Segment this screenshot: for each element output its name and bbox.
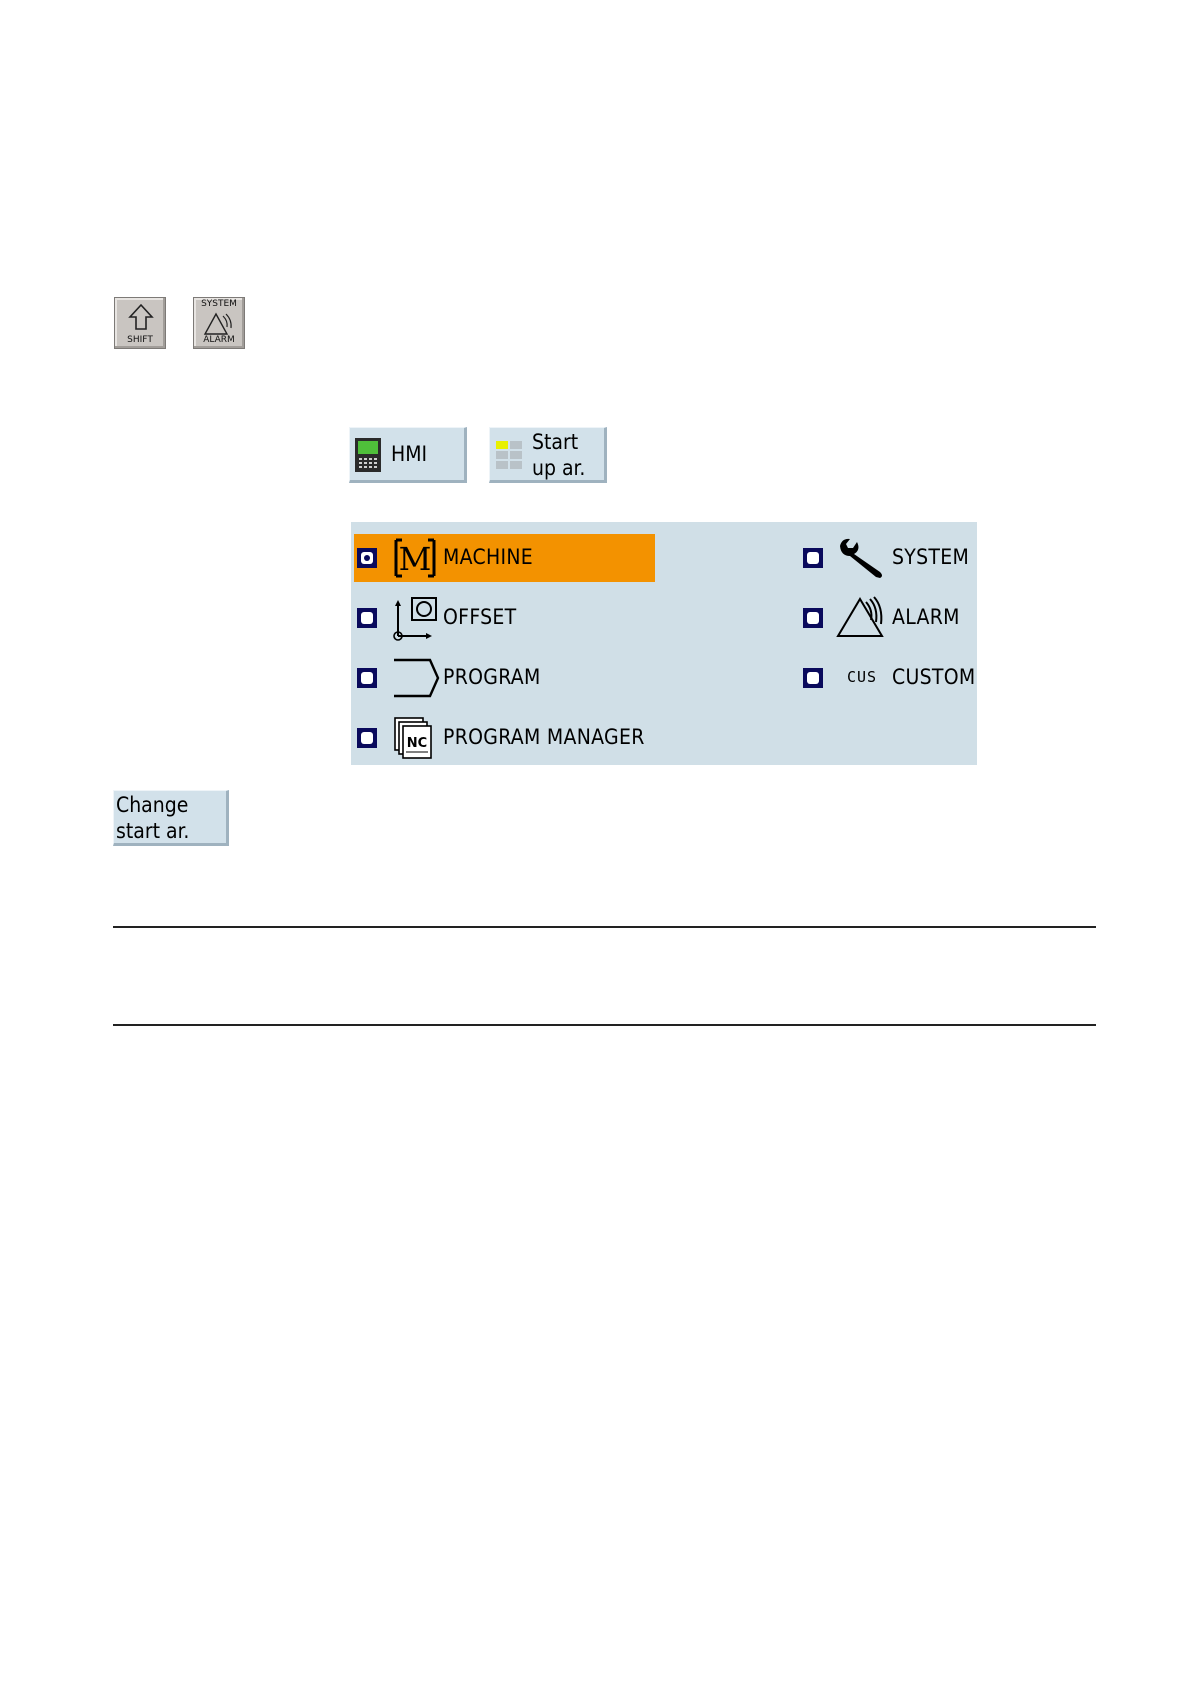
custom-icon: CUS	[847, 668, 878, 686]
radio-button-alarm[interactable]	[803, 608, 823, 628]
radio-button-program[interactable]	[357, 668, 377, 688]
menu-item-offset[interactable]	[354, 594, 655, 642]
program-icon	[392, 656, 442, 700]
menu-item-label: CUSTOM	[892, 665, 976, 689]
system-alarm-key[interactable]	[193, 297, 245, 349]
alarm-key-label: ALARM	[203, 335, 235, 345]
startup-area-menu	[351, 522, 977, 765]
system-key-label: SYSTEM	[201, 299, 237, 309]
divider-bottom	[113, 1024, 1096, 1026]
shift-arrow-icon	[128, 303, 154, 331]
radio-button-system[interactable]	[803, 548, 823, 568]
offset-icon	[392, 596, 438, 642]
startup-area-grid-icon	[495, 440, 523, 470]
program-manager-icon	[392, 716, 438, 760]
startup-area-softkey[interactable]	[489, 427, 607, 483]
change-startup-area-softkey-label: Change start ar.	[116, 793, 190, 843]
menu-item-program-manager[interactable]	[354, 714, 655, 762]
menu-item-label: PROGRAM MANAGER	[443, 725, 645, 749]
menu-item-system[interactable]	[803, 534, 973, 582]
radio-button-machine[interactable]	[357, 548, 377, 568]
radio-button-program-manager[interactable]	[357, 728, 377, 748]
startup-area-softkey-label: Start up ar.	[532, 430, 586, 480]
menu-item-label: OFFSET	[443, 605, 517, 629]
wrench-icon	[836, 536, 888, 580]
shift-key[interactable]	[114, 297, 166, 349]
svg-text:NC: NC	[406, 736, 428, 751]
menu-item-machine[interactable]	[354, 534, 655, 582]
radio-button-custom[interactable]	[803, 668, 823, 688]
svg-text:M: M	[398, 540, 432, 578]
menu-item-label: SYSTEM	[892, 545, 970, 569]
menu-item-custom[interactable]	[803, 654, 977, 702]
alarm-triangle-icon	[203, 312, 237, 336]
shift-key-label: SHIFT	[127, 335, 153, 345]
menu-item-program[interactable]	[354, 654, 655, 702]
menu-item-label: MACHINE	[443, 545, 533, 569]
menu-item-label: PROGRAM	[443, 665, 541, 689]
hmi-softkey[interactable]	[349, 427, 467, 483]
machine-icon	[392, 536, 438, 580]
menu-item-alarm[interactable]	[803, 594, 973, 642]
hmi-panel-icon	[354, 437, 382, 473]
change-startup-area-softkey[interactable]	[113, 790, 229, 846]
menu-item-label: ALARM	[892, 605, 960, 629]
hmi-softkey-label: HMI	[391, 442, 428, 466]
divider-top	[113, 926, 1096, 928]
radio-button-offset[interactable]	[357, 608, 377, 628]
alarm-icon	[836, 596, 888, 640]
